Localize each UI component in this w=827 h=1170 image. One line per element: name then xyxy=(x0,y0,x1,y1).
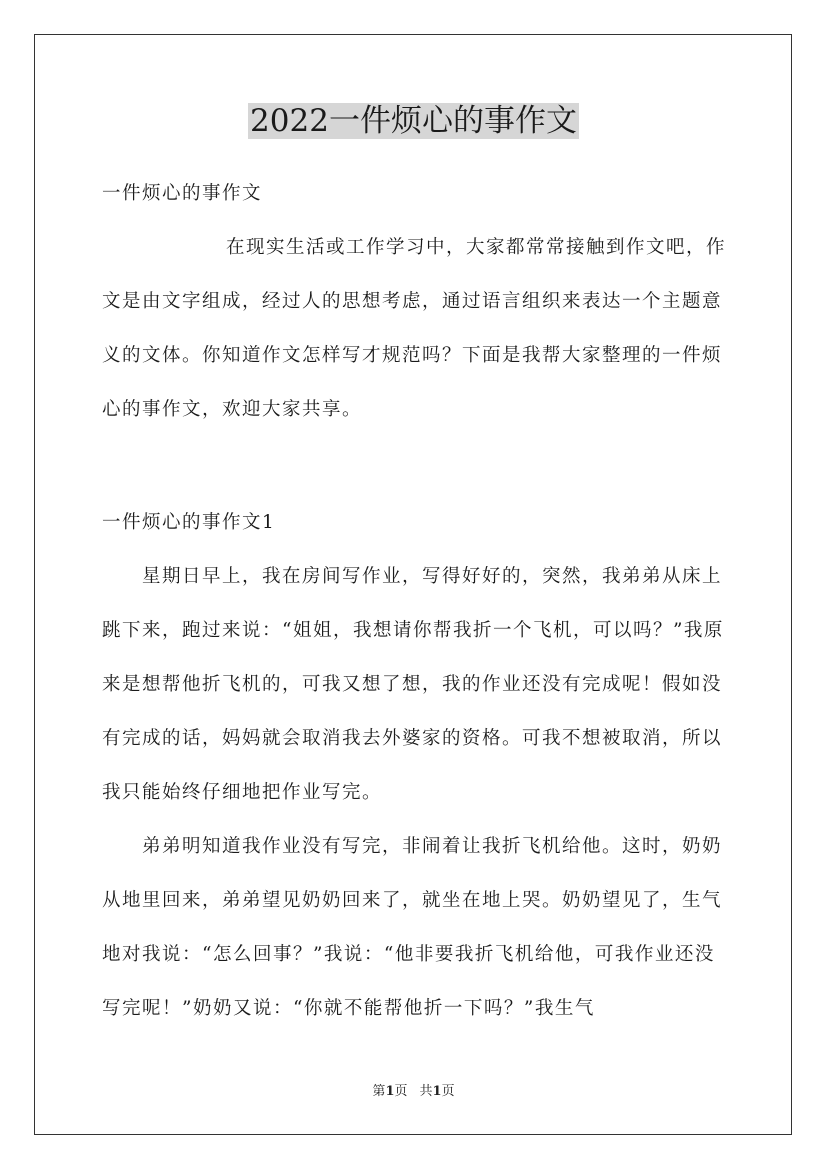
section-heading: 一件烦心的事作文1 xyxy=(102,512,276,533)
intro-heading: 一件烦心的事作文 xyxy=(102,183,263,204)
total-suffix: 页 xyxy=(441,1084,455,1099)
page-footer xyxy=(0,1083,827,1101)
page-prefix: 第 xyxy=(372,1084,386,1099)
total-prefix: 共 xyxy=(419,1084,433,1099)
document-title-text: 2022一件烦心的事作文 xyxy=(250,103,577,139)
page-suffix: 页 xyxy=(394,1084,408,1099)
total-pages: 1 xyxy=(432,1084,442,1099)
story-paragraph-2: 弟弟明知道我作业没有写完，非闹着让我折飞机给他。这时，奶奶从地里回来，弟弟望见奶奶回来了，就坐在地上哭。奶奶望见了，生气地对我说：“怎么回事？”我说：“他非要我折飞机给他，可我作业还没写完呢！”奶奶又说：“你就不能帮他折一下吗？”我生气 xyxy=(102,836,723,1019)
document-title xyxy=(0,100,827,142)
page-number: 1 xyxy=(385,1084,395,1099)
story-paragraph-1: 星期日早上，我在房间写作业，写得好好的，突然，我弟弟从床上跳下来，跑过来说：“姐姐，我想请你帮我折一个飞机，可以吗？”我原来是想帮他折飞机的，可我又想了想，我的作业还没有完成呢！假如没有完成的话，妈妈就会取消我去外婆家的资格。可我不想被取消，所以我只能始终仔细地把作业写完。 xyxy=(102,566,724,803)
intro-paragraph: 在现实生活或工作学习中，大家都常常接触到作文吧，作文是由文字组成，经过人的思想考虑，通过语言组织来表达一个主题意义的文体。你知道作文怎样写才规范吗？下面是我帮大家整理的一件烦心的事作文，欢迎大家共享。 xyxy=(102,237,727,420)
story-body xyxy=(102,550,727,1036)
